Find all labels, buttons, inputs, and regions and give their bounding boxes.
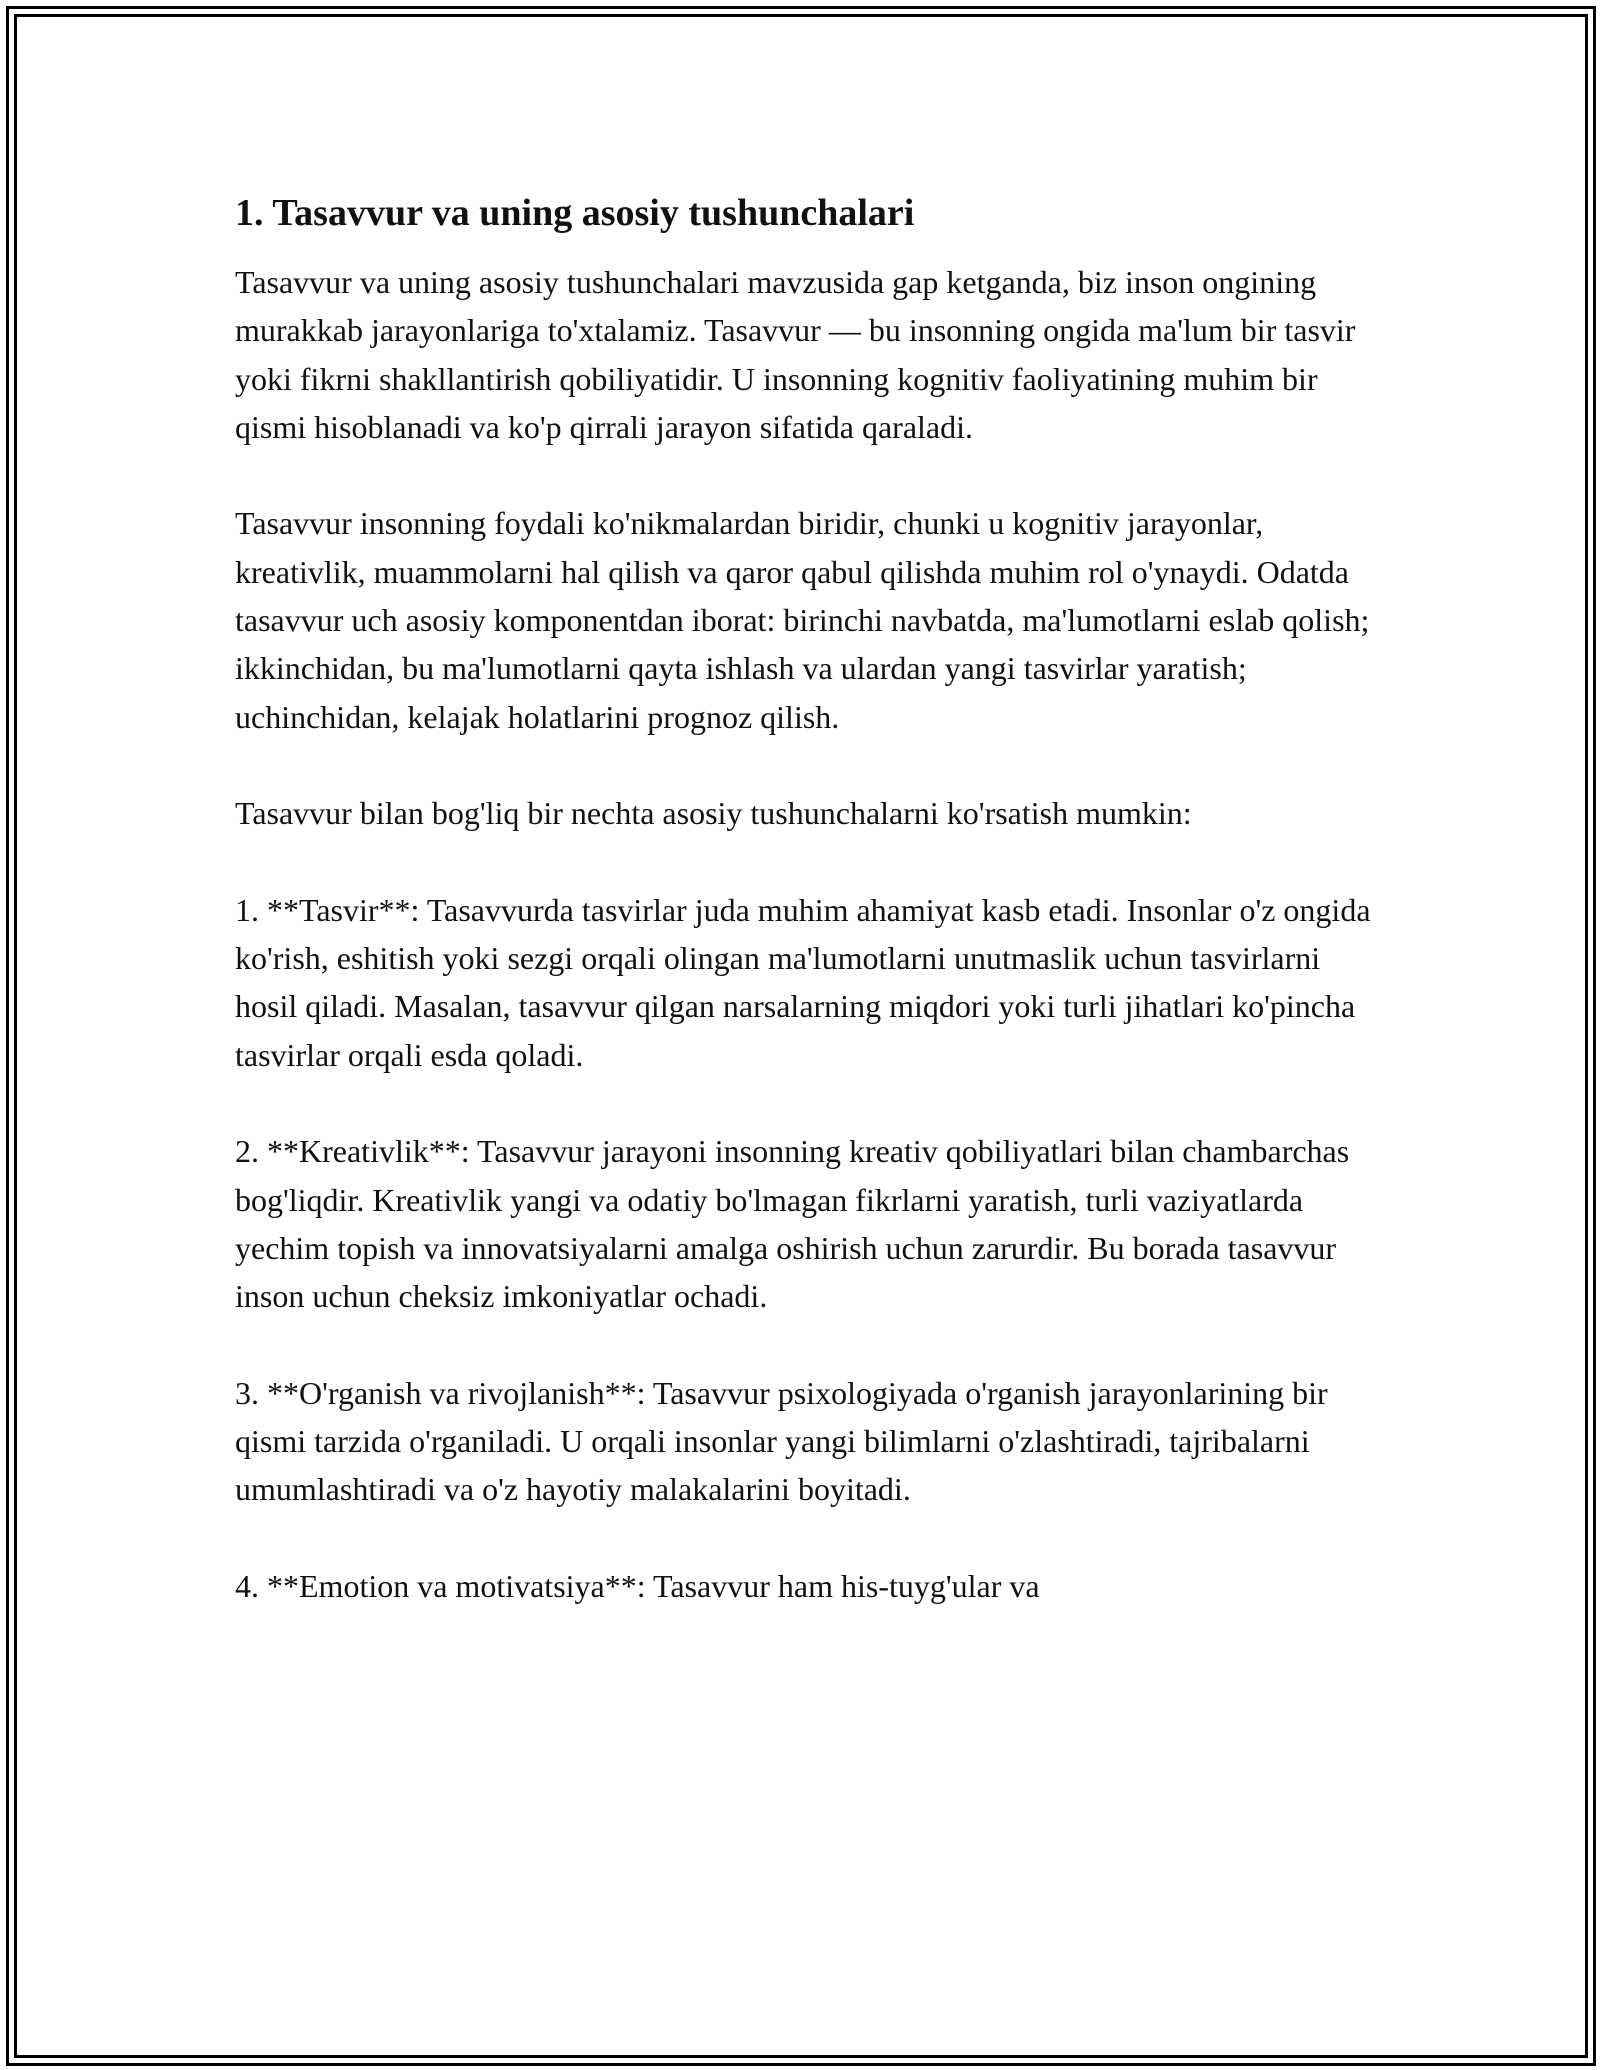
list-item-tasvir: 1. **Tasvir**: Tasavvurda tasvirlar juda muhim ahamiyat kasb etadi. Insonlar o'z ongida ko'rish, eshitish yoki sezgi orqali olingan ma'lumotlarni unutmaslik uchun tasvirlarni hosil qiladi. Masalan, tasavvur qilgan narsalarning miqdori yoki turli jihatlari ko'pincha tasvirlar orqali esda qoladi. — [235, 891, 1371, 1073]
list-item-kreativlik: 2. **Kreativlik**: Tasavvur jarayoni insonning kreativ qobiliyatlari bilan chambarchas bog'liqdir. Kreativlik yangi va odatiy bo'lmagan fikrlarni yaratish, turli vaziyatlarda yechim topish va innovatsiyalarni amalga oshirish uchun zarurdir. Bu borada tasavvur inson uchun cheksiz imkoniyatlar ochadi. — [235, 1133, 1350, 1315]
list-item-organish: 3. **O'rganish va rivojlanish**: Tasavvur psixologiyada o'rganish jarayonlarining bir qismi tarzida o'rganiladi. U orqali insonlar yangi bilimlarni o'zlashtiradi, tajribalarni umumlashtiradi va o'z hayotiy malakalarini boyitadi. — [235, 1374, 1328, 1508]
list-item-emotion: 4. **Emotion va motivatsiya**: Tasavvur ham his-tuyg'ular va — [235, 1568, 1040, 1605]
section-heading: 1. Tasavvur va uning asosiy tushunchalari — [235, 192, 915, 234]
paragraph-intro: Tasavvur va uning asosiy tushunchalari mavzusida gap ketganda, biz inson ongining murakkab jarayonlariga to'xtalamiz. Tasavvur — bu insonning ongida ma'lum bir tasvir yoki fikrni shakllantirish qobiliyatidir. U insonning kognitiv faoliyatining muhim bir qismi hisoblanadi va ko'p qirrali jarayon sifatida qaraladi. — [235, 264, 1356, 445]
paragraph-components: Tasavvur insonning foydali ko'nikmalardan biridir, chunki u kognitiv jarayonlar, kreativlik, muammolarni hal qilish va qaror qabul qilishda muhim rol o'ynaydi. Odatda tasavvur uch asosiy komponentdan iborat: birinchi navbatda, ma'lumotlarni eslab qolish; ikkinchidan, bu ma'lumotlarni qayta ishlash va ulardan yangi tasvirlar yaratish; uchinchidan, kelajak holatlarini prognoz qilish. — [235, 505, 1370, 735]
paragraph-list-intro: Tasavvur bilan bog'liq bir nechta asosiy tushunchalarni ko'rsatish mumkin: — [235, 795, 1192, 832]
document-body — [235, 188, 1385, 1610]
